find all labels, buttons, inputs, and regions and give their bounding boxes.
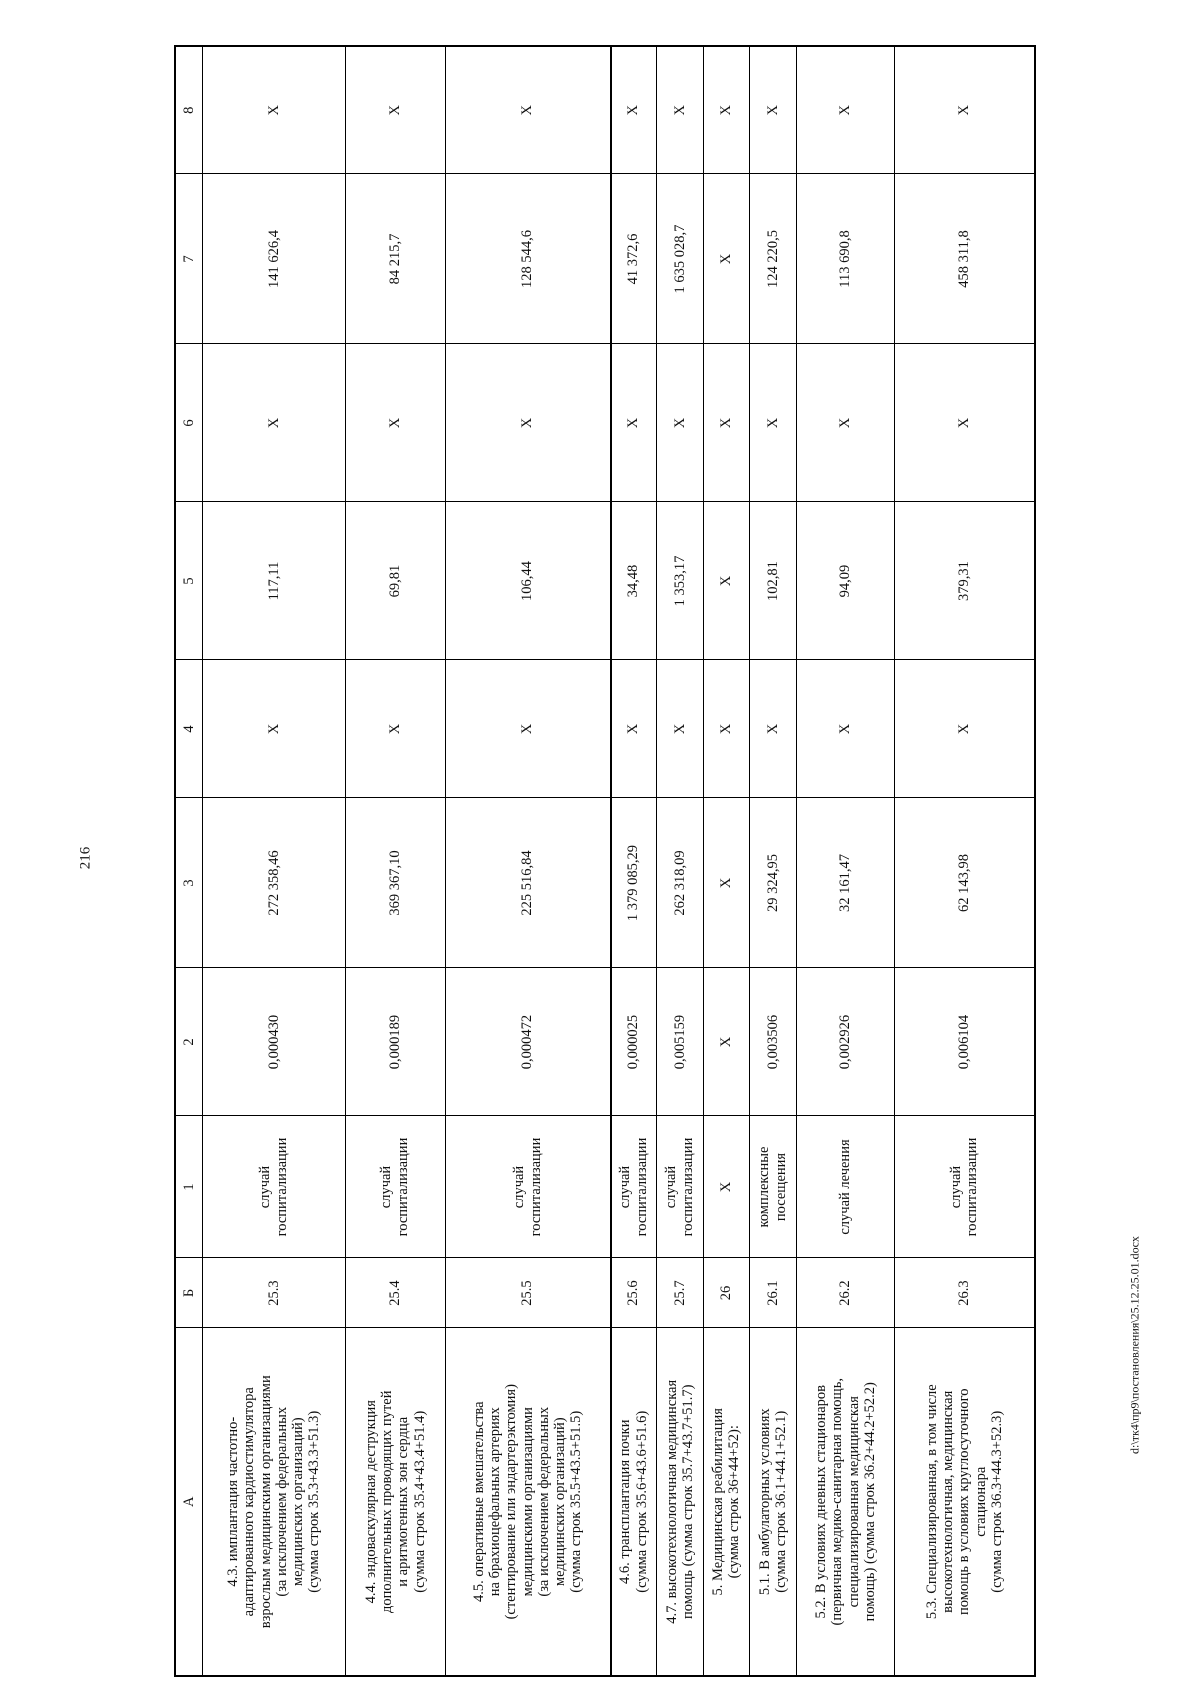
cell-line: 5.3. Специализированная, в том числе [923,1384,940,1620]
col-header-A: А [175,1328,203,1676]
cell-line: (за исключением федеральных [535,1406,552,1597]
row-number: 26 [704,1258,749,1328]
cell-line: (сумма строк 35.3+43.3+51.3) [306,1410,323,1593]
cell-line: специализированная медицинская [845,1396,862,1608]
col-header-3: 3 [175,798,203,968]
cell-unit [797,1116,895,1258]
cell-c8: X [749,46,797,174]
cell-c5: 69,81 [345,502,445,660]
cell-c4: X [894,660,1035,798]
cell-line: случай [257,1165,274,1209]
cell-c4: X [611,660,656,798]
cell-line: 5. Медицинская реабилитация [710,1408,727,1596]
cell-line: (за исключением федеральных [273,1406,290,1597]
cell-c8: X [611,46,656,174]
cell-c6: X [894,344,1035,502]
cell-c2: 0,000430 [203,968,346,1116]
cell-line: (сумма строк 36+44+52): [726,1425,743,1579]
cell-c2: 0,005159 [656,968,704,1116]
cell-c6: X [797,344,895,502]
cell-c3: 262 318,09 [656,798,704,968]
cell-c7: 141 626,4 [203,174,346,344]
table-row [797,46,895,1676]
cell-line: (стентирование или эндартерэктомия) [503,1384,520,1620]
footer-file-path: d:\тк4\пр9\постановления\25.12.25.01.docx [1127,1236,1142,1454]
cell-c7: 113 690,8 [797,174,895,344]
col-header-4: 4 [175,660,203,798]
cell-c3: 369 367,10 [345,798,445,968]
table-row [656,46,704,1676]
cell-line: стационара [972,1466,989,1537]
cell-c2: 0,000472 [445,968,611,1116]
row-number: 26.3 [894,1258,1035,1328]
cell-line: (сумма строк 35.4+43.4+51.4) [411,1410,428,1593]
cell-c4: X [345,660,445,798]
row-number: 26.1 [749,1258,797,1328]
row-description [445,1328,611,1676]
row-number: 25.3 [203,1258,346,1328]
cell-line: 4.3. имплантация частотно- [225,1416,242,1587]
cell-unit [894,1116,1035,1258]
cell-line: дополнительных проводящих путей [379,1390,396,1613]
cell-c7: X [704,174,749,344]
cell-line: помощь) (сумма строк 36.2+44.2+52.2) [861,1382,878,1622]
header-row [175,46,203,1676]
cell-c3: 32 161,47 [797,798,895,968]
cell-c8: X [445,46,611,174]
cell-unit [704,1116,749,1258]
cell-line: медицинских организаций) [290,1417,307,1587]
cell-unit [203,1116,346,1258]
col-header-B: Б [175,1258,203,1328]
cell-c6: X [445,344,611,502]
cell-line: X [718,1181,735,1193]
cell-line: взрослым медицинскими организациями [257,1375,274,1629]
cell-c7: 128 544,6 [445,174,611,344]
row-description [611,1328,656,1676]
cell-line: помощь (сумма строк 35.7+43.7+51.7) [679,1384,696,1619]
row-description [203,1328,346,1676]
cell-unit [656,1116,704,1258]
cell-line: комплексные [756,1146,773,1228]
cell-c3: 29 324,95 [749,798,797,968]
row-description [797,1328,895,1676]
cell-c5: 94,09 [797,502,895,660]
cell-c4: X [749,660,797,798]
cell-c4: X [203,660,346,798]
cell-line: 4.5. оперативные вмешательства [470,1401,487,1603]
table-row [611,46,656,1676]
cell-c8: X [203,46,346,174]
row-description [704,1328,749,1676]
cell-line: (первичная медико-санитарная помощь, [829,1378,846,1626]
col-header-2: 2 [175,968,203,1116]
cell-line: госпитализации [527,1137,544,1237]
cell-c7: 458 311,8 [894,174,1035,344]
cell-c2: 0,003506 [749,968,797,1116]
cell-c6: X [203,344,346,502]
cell-c3: 225 516,84 [445,798,611,968]
cell-unit [345,1116,445,1258]
row-number: 25.4 [345,1258,445,1328]
cell-line: 5.1. В амбулаторных условиях [756,1408,773,1596]
cell-line: помощь в условиях круглосуточного [956,1388,973,1615]
cell-line: высокотехнологичная, медицинская [940,1390,957,1613]
col-header-6: 6 [175,344,203,502]
cell-c2: X [704,968,749,1116]
cell-line: 4.7. высокотехнологичная медицинская [663,1379,680,1624]
cell-line: госпитализации [273,1137,290,1237]
cell-line: случай [947,1165,964,1209]
cell-line: (сумма строк 35.5+43.5+51.5) [568,1410,585,1593]
col-header-7: 7 [175,174,203,344]
page-number: 216 [77,846,94,870]
cell-line: посещения [772,1152,789,1222]
cell-line: адаптированного кардиостимулятора [241,1387,258,1617]
row-description [345,1328,445,1676]
cell-c4: X [445,660,611,798]
cell-line: на брахиоцефальных артериях [487,1407,504,1597]
table-row [345,46,445,1676]
row-number: 25.7 [656,1258,704,1328]
table-row [894,46,1035,1676]
cell-c7: 41 372,6 [611,174,656,344]
row-description [656,1328,704,1676]
cell-line: случай [378,1165,395,1209]
row-number: 26.2 [797,1258,895,1328]
cell-c3: X [704,798,749,968]
cell-c2: 0,006104 [894,968,1035,1116]
cell-line: 4.4. эндоваскулярная деструкция [362,1400,379,1604]
cell-line: 4.6. трансплантация почки [617,1419,634,1584]
table-row [445,46,611,1676]
cell-c2: 0,000189 [345,968,445,1116]
rotated-table-container [174,47,1036,1677]
data-table [174,45,1036,1677]
row-description [894,1328,1035,1676]
cell-c8: X [797,46,895,174]
cell-c7: 1 635 028,7 [656,174,704,344]
table-row [203,46,346,1676]
cell-line: 5.2. В условиях дневных стационаров [813,1385,830,1619]
cell-line: госпитализации [633,1137,650,1237]
cell-line: случай [510,1165,527,1209]
cell-c7: 84 215,7 [345,174,445,344]
cell-line: (сумма строк 36.1+44.1+52.1) [772,1410,789,1593]
cell-c3: 272 358,46 [203,798,346,968]
cell-c8: X [704,46,749,174]
cell-line: (сумма строк 36.3+44.3+52.3) [988,1410,1005,1593]
cell-c5: 1 353,17 [656,502,704,660]
cell-unit [445,1116,611,1258]
cell-c2: 0,000025 [611,968,656,1116]
cell-c7: 124 220,5 [749,174,797,344]
cell-c4: X [656,660,704,798]
cell-c6: X [611,344,656,502]
cell-c6: X [656,344,704,502]
cell-line: госпитализации [964,1137,981,1237]
col-header-8: 8 [175,46,203,174]
cell-c3: 62 143,98 [894,798,1035,968]
cell-line: случай [663,1165,680,1209]
cell-c5: 106,44 [445,502,611,660]
cell-c5: X [704,502,749,660]
cell-line: случай [616,1165,633,1209]
cell-c6: X [345,344,445,502]
cell-c4: X [797,660,895,798]
cell-line: госпитализации [395,1137,412,1237]
row-number: 25.5 [445,1258,611,1328]
table-body [203,46,1036,1676]
row-description [749,1328,797,1676]
row-number: 25.6 [611,1258,656,1328]
col-header-1: 1 [175,1116,203,1258]
cell-unit [749,1116,797,1258]
cell-c5: 379,31 [894,502,1035,660]
cell-line: медицинскими организациями [519,1407,536,1597]
cell-c6: X [704,344,749,502]
cell-c8: X [345,46,445,174]
cell-c3: 1 379 085,29 [611,798,656,968]
cell-line: и аритмогенных зон сердца [395,1416,412,1587]
cell-line: медицинских организаций) [552,1417,569,1587]
cell-c5: 117,11 [203,502,346,660]
cell-line: случай лечения [837,1139,854,1235]
table-row [704,46,749,1676]
cell-line: (сумма строк 35.6+43.6+51.6) [633,1410,650,1593]
cell-c8: X [656,46,704,174]
cell-c5: 102,81 [749,502,797,660]
col-header-5: 5 [175,502,203,660]
cell-c5: 34,48 [611,502,656,660]
cell-c2: 0,002926 [797,968,895,1116]
table-row [749,46,797,1676]
cell-unit [611,1116,656,1258]
cell-c4: X [704,660,749,798]
cell-line: госпитализации [679,1137,696,1237]
cell-c8: X [894,46,1035,174]
cell-c6: X [749,344,797,502]
